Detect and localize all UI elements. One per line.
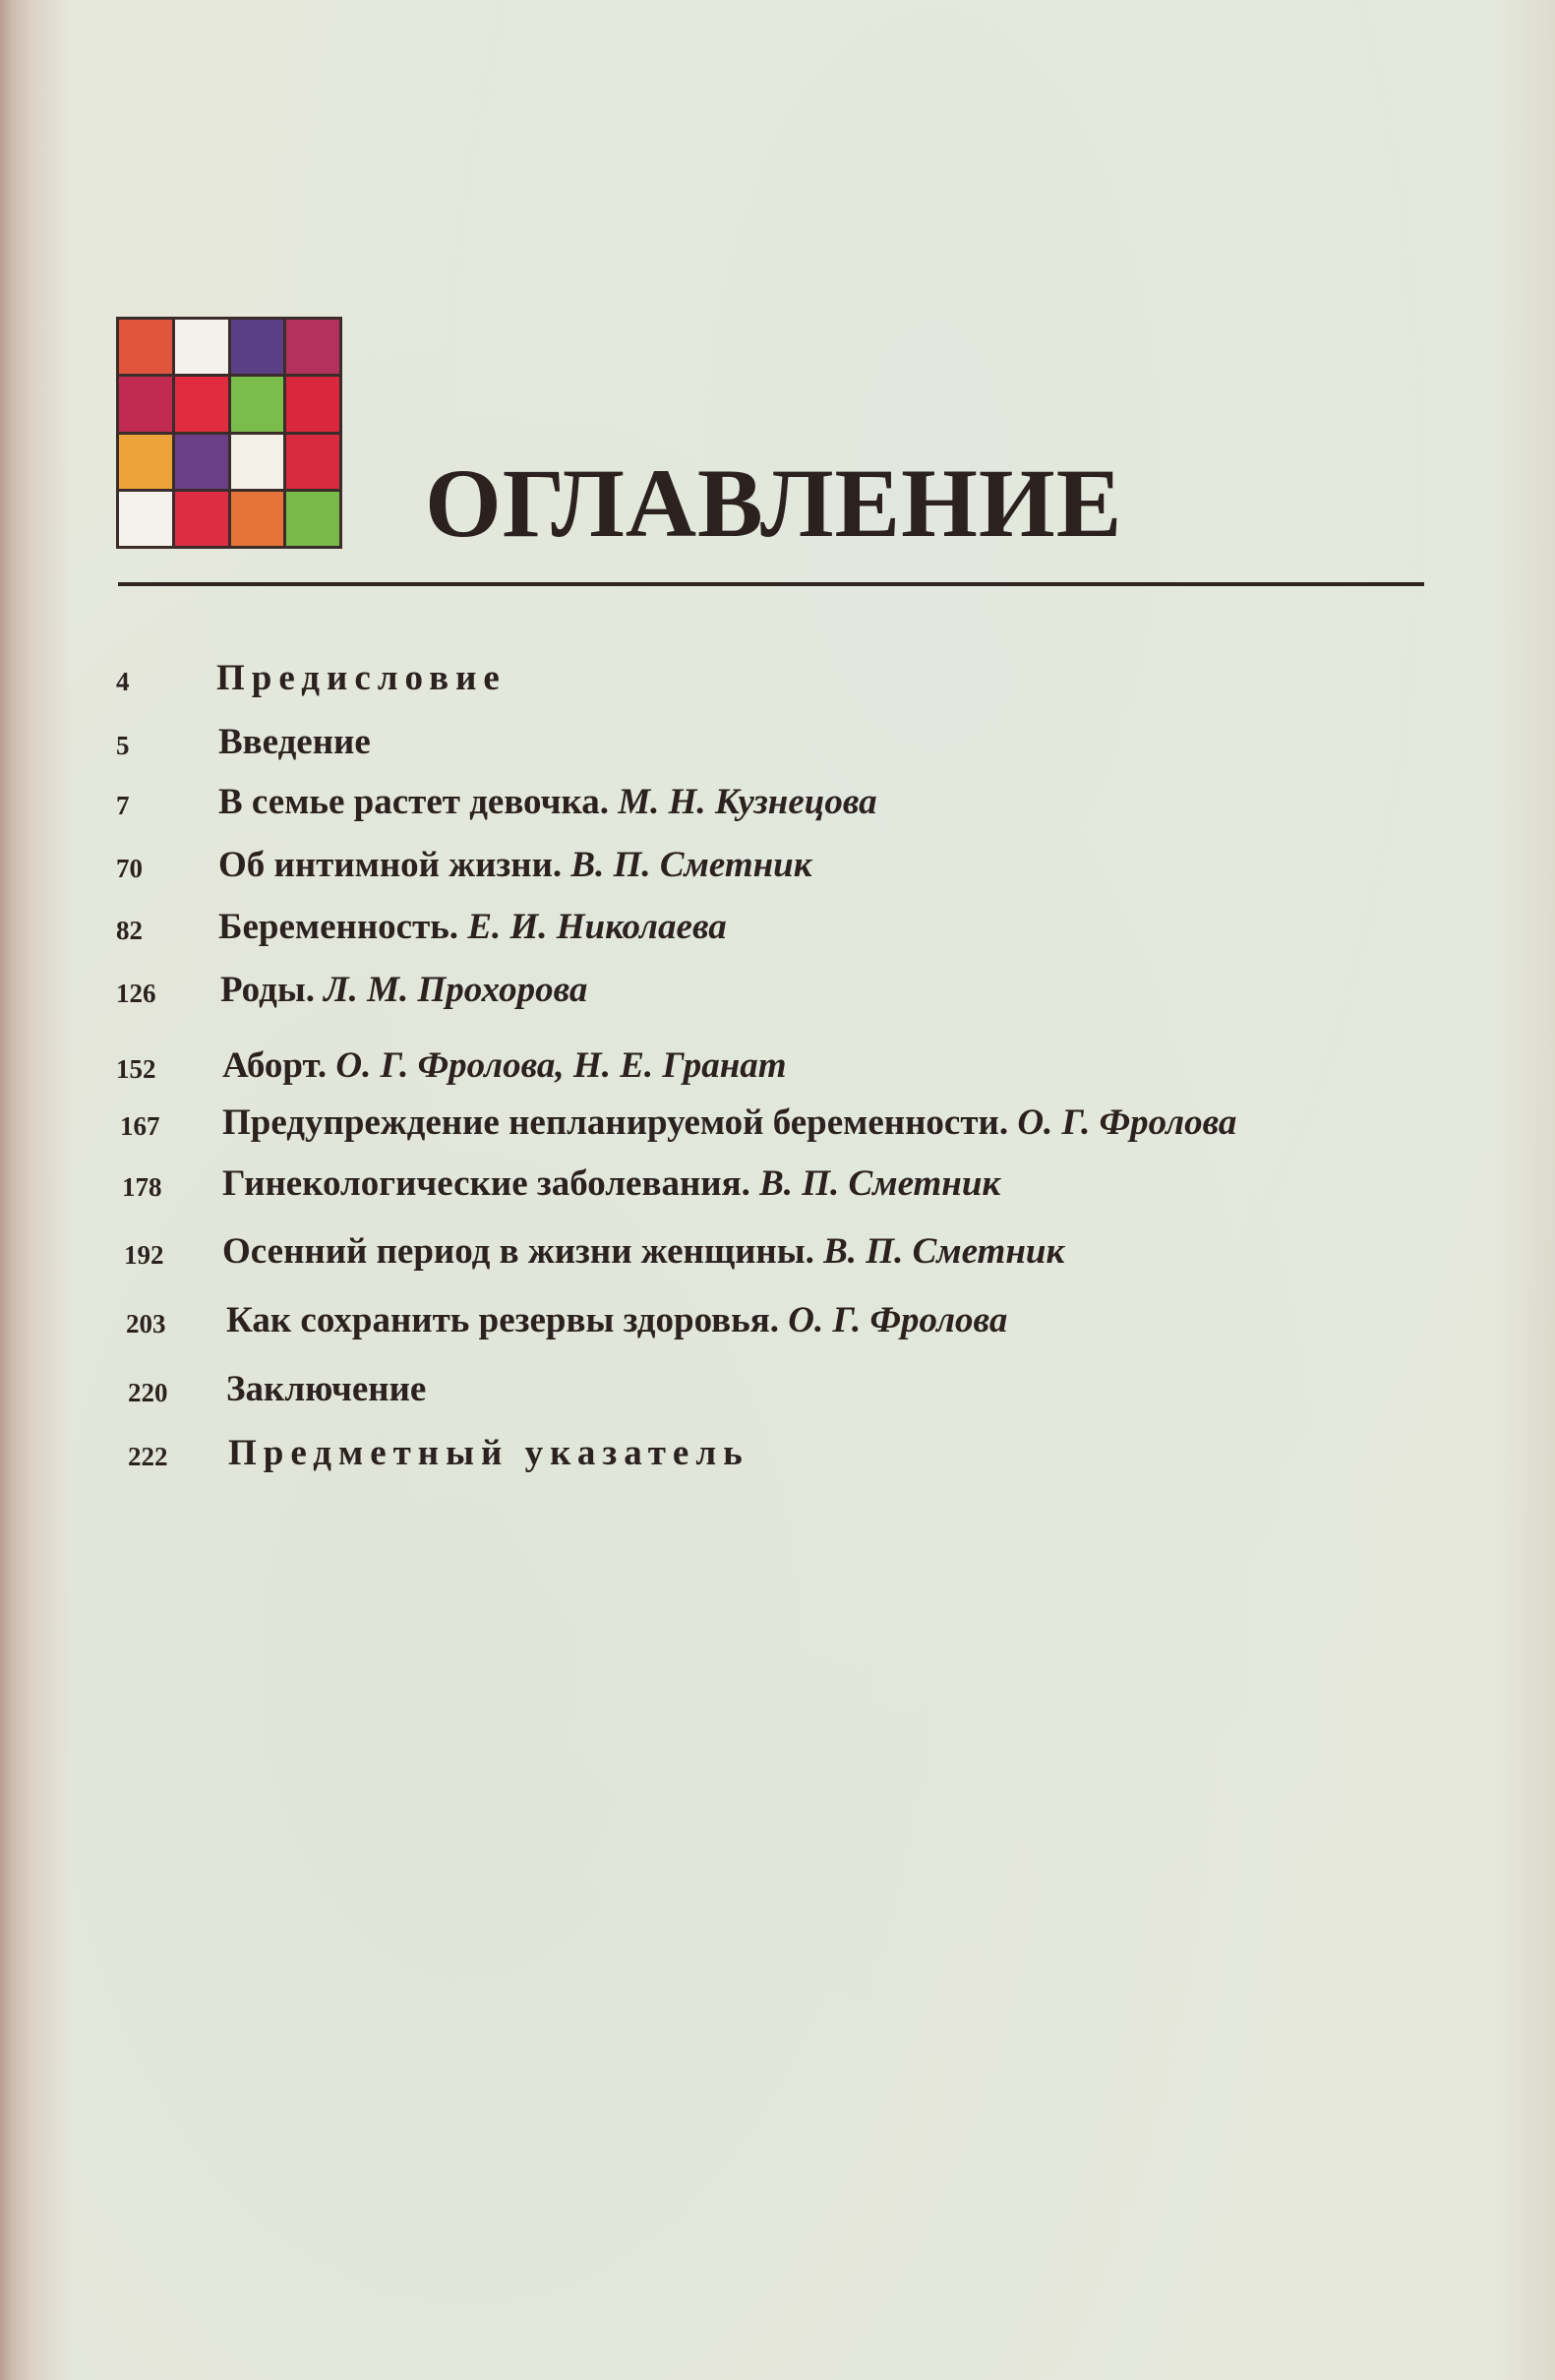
- logo-cell: [286, 435, 339, 489]
- toc-chapter-title: [218, 844, 811, 886]
- logo-cell: [286, 492, 339, 546]
- toc-chapter-title: [226, 1299, 1007, 1341]
- toc-entry: [0, 1162, 1555, 1212]
- toc-entry: [0, 1101, 1555, 1151]
- toc-author: О. Г. Фролова, Н. Е. Гранат: [335, 1045, 787, 1086]
- toc-page-number: 222: [128, 1442, 168, 1471]
- toc-title-text: Гинекологические заболевания.: [222, 1163, 750, 1204]
- toc-entry: [0, 1044, 1555, 1094]
- toc-title-text: Предметный указатель: [228, 1433, 749, 1473]
- toc-title-text: Роды.: [220, 970, 315, 1010]
- toc-chapter-title: [218, 721, 371, 763]
- toc-entry: [0, 657, 1555, 706]
- logo-cell: [231, 377, 284, 431]
- toc-chapter-title: [222, 1162, 1000, 1205]
- toc-chapter-title: [216, 657, 507, 699]
- logo-cell: [231, 320, 284, 374]
- toc-page-number: 167: [120, 1111, 160, 1141]
- toc-entry: [0, 844, 1555, 893]
- page-title: ОГЛАВЛЕНИЕ: [425, 448, 1123, 558]
- logo-cell: [119, 435, 172, 489]
- logo-cell: [231, 492, 284, 546]
- toc-chapter-title: [218, 906, 727, 948]
- toc-title-text: Об интимной жизни.: [218, 845, 563, 885]
- toc-title-text: Как сохранить резервы здоровья.: [226, 1300, 779, 1340]
- toc-chapter-title: [222, 1230, 1064, 1273]
- toc-entry: [0, 1299, 1555, 1348]
- toc-chapter-title: [222, 1044, 787, 1087]
- logo-cell: [231, 435, 284, 489]
- toc-author: В. П. Сметник: [759, 1163, 1001, 1204]
- toc-entry: [0, 1230, 1555, 1279]
- toc-chapter-title: [220, 969, 587, 1011]
- toc-page-number: 82: [116, 916, 143, 945]
- logo-cell: [286, 320, 339, 374]
- toc-author: Е. И. Николаева: [467, 907, 727, 947]
- toc-page-number: 192: [124, 1240, 164, 1270]
- toc-author: О. Г. Фролова: [1017, 1102, 1237, 1143]
- logo-cell: [119, 492, 172, 546]
- toc-title-text: Введение: [218, 722, 371, 762]
- logo-cell: [175, 320, 228, 374]
- toc-page-number: 178: [122, 1172, 162, 1202]
- toc-title-text: Предисловие: [216, 658, 507, 698]
- toc-author: В. П. Сметник: [570, 845, 812, 885]
- toc-author: О. Г. Фролова: [788, 1300, 1008, 1340]
- toc-page-number: 70: [116, 854, 143, 883]
- toc-page-number: 5: [116, 731, 130, 760]
- toc-page-number: 4: [116, 667, 130, 696]
- toc-entry: [0, 1432, 1555, 1481]
- logo-color-grid: [116, 317, 342, 549]
- toc-page-number: 203: [126, 1309, 166, 1339]
- toc-title-text: Осенний период в жизни женщины.: [222, 1231, 814, 1272]
- logo-cell: [175, 377, 228, 431]
- toc-title-text: Аборт.: [222, 1045, 328, 1086]
- toc-title-text: Предупреждение непланируемой беременности.: [222, 1102, 1009, 1143]
- logo-cell: [119, 377, 172, 431]
- toc-page-number: 220: [128, 1378, 168, 1407]
- toc-chapter-title: [222, 1101, 1236, 1144]
- toc-entry: [0, 969, 1555, 1018]
- toc-page-number: 7: [116, 791, 130, 820]
- toc-author: М. Н. Кузнецова: [618, 782, 877, 822]
- toc-title-text: Заключение: [226, 1369, 427, 1409]
- toc-author: В. П. Сметник: [823, 1231, 1065, 1272]
- logo-cell: [175, 435, 228, 489]
- toc-entry: [0, 1368, 1555, 1417]
- logo-cell: [286, 377, 339, 431]
- title-divider: [118, 582, 1424, 586]
- logo-cell: [175, 492, 228, 546]
- toc-title-text: В семье растет девочка.: [218, 782, 609, 822]
- toc-author: Л. М. Прохорова: [324, 970, 588, 1010]
- toc-chapter-title: [226, 1368, 426, 1410]
- toc-title-text: Беременность.: [218, 907, 459, 947]
- toc-entry: [0, 906, 1555, 955]
- toc-entry: [0, 781, 1555, 830]
- toc-chapter-title: [228, 1432, 749, 1474]
- logo-cell: [119, 320, 172, 374]
- toc-chapter-title: [218, 781, 877, 823]
- toc-page-number: 152: [116, 1054, 156, 1084]
- toc-page-number: 126: [116, 979, 156, 1008]
- toc-entry: [0, 721, 1555, 770]
